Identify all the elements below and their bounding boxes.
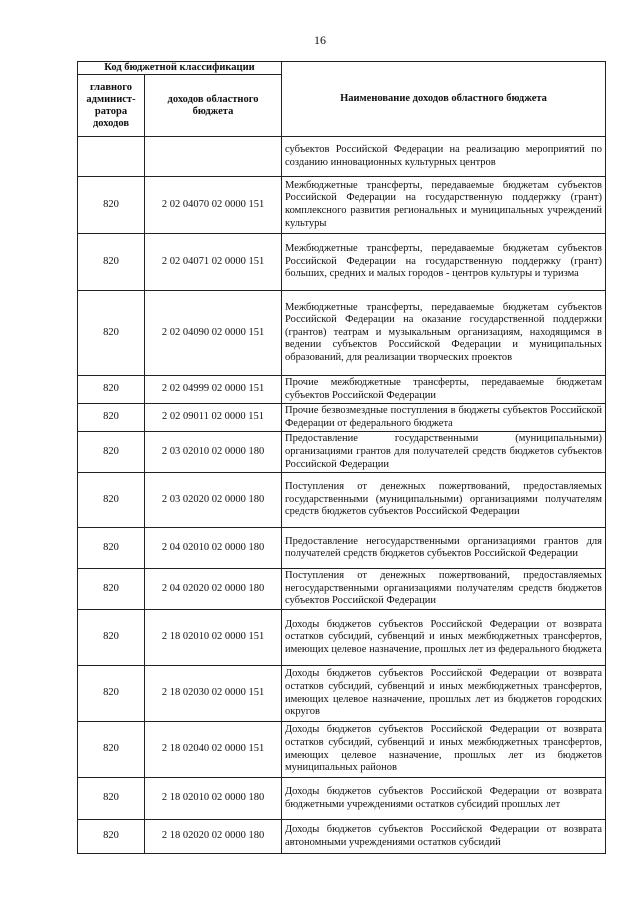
revenue-code-cell: 2 03 02020 02 0000 180	[145, 473, 282, 528]
revenue-code-cell: 2 04 02020 02 0000 180	[145, 569, 282, 610]
revenue-name-cell: Доходы бюджетов субъектов Российской Федерации от возврата остатков субсидий, субвенций и иных межбюджетных трансфертов, имеющих целевое назначение, прошлых лет из федерального бюджета	[282, 610, 606, 666]
admin-code-cell: 820	[78, 376, 145, 404]
admin-code-cell: 820	[78, 610, 145, 666]
table-body	[78, 137, 606, 854]
admin-code-cell: 820	[78, 569, 145, 610]
revenue-code-cell: 2 02 04070 02 0000 151	[145, 177, 282, 234]
revenue-code-cell: 2 02 04071 02 0000 151	[145, 234, 282, 291]
table-row	[78, 177, 606, 234]
admin-code-cell: 820	[78, 291, 145, 376]
table-row	[78, 376, 606, 404]
table-row	[78, 137, 606, 177]
revenue-code-cell: 2 02 04090 02 0000 151	[145, 291, 282, 376]
revenue-name-cell: Поступления от денежных пожертвований, предоставляемых государственными (муниципальными) организациями получателям средств бюджетов субъектов Российской Федерации	[282, 473, 606, 528]
header-chief-administrator: главного админист-ратора доходов	[78, 75, 145, 137]
admin-code-cell: 820	[78, 432, 145, 473]
revenue-name-cell: Прочие межбюджетные трансферты, передаваемые бюджетам субъектов Российской Федерации	[282, 376, 606, 404]
revenue-name-cell: Межбюджетные трансферты, передаваемые бюджетам субъектов Российской Федерации на государственную поддержку (грант) больших, средних и малых городов - центров культуры и туризма	[282, 234, 606, 291]
revenue-code-cell: 2 03 02010 02 0000 180	[145, 432, 282, 473]
admin-code-cell: 820	[78, 234, 145, 291]
table-header	[78, 62, 606, 137]
revenue-name-cell: Межбюджетные трансферты, передаваемые бюджетам субъектов Российской Федерации на государственную поддержку (грант) комплексного развития региональных и муниципальных учреждений культуры	[282, 177, 606, 234]
revenue-code-cell: 2 18 02010 02 0000 151	[145, 610, 282, 666]
admin-code-cell: 820	[78, 722, 145, 778]
table-row	[78, 778, 606, 820]
table-row	[78, 569, 606, 610]
table-row	[78, 291, 606, 376]
admin-code-cell: 820	[78, 404, 145, 432]
page-number: 16	[314, 33, 326, 47]
revenue-name-cell: Межбюджетные трансферты, передаваемые бюджетам субъектов Российской Федерации на оказание государственной поддержки (грантов) театрам и музыкальным организациям, находящимся в ведении субъектов Российской Федерации и муниципальных образований, для реализации творческих проектов	[282, 291, 606, 376]
table-row	[78, 473, 606, 528]
admin-code-cell: 820	[78, 177, 145, 234]
revenue-code-cell: 2 18 02030 02 0000 151	[145, 666, 282, 722]
revenue-name-cell: субъектов Российской Федерации на реализацию мероприятий по созданию инновационных культурных центров	[282, 137, 606, 177]
revenue-name-cell: Доходы бюджетов субъектов Российской Федерации от возврата автономными учреждениями остатков субсидий	[282, 820, 606, 854]
revenue-name-cell: Предоставление государственными (муниципальными) организациями грантов для получателей средств бюджетов субъектов Российской Федерации	[282, 432, 606, 473]
header-regional-revenue: доходов областного бюджета	[145, 75, 282, 137]
revenue-name-cell: Поступления от денежных пожертвований, предоставляемых негосударственными организациями получателям средств бюджетов субъектов Российской Федерации	[282, 569, 606, 610]
budget-classification-table	[77, 61, 606, 854]
header-classification-code: Код бюджетной классификации	[78, 62, 282, 75]
table-row	[78, 820, 606, 854]
revenue-code-cell: 2 18 02020 02 0000 180	[145, 820, 282, 854]
table-row	[78, 666, 606, 722]
revenue-name-cell: Доходы бюджетов субъектов Российской Федерации от возврата остатков субсидий, субвенций и иных межбюджетных трансфертов, имеющих целевое назначение, прошлых лет из бюджетов муниципальных районов	[282, 722, 606, 778]
table-row	[78, 404, 606, 432]
revenue-name-cell: Предоставление негосударственными организациями грантов для получателей средств бюджетов субъектов Российской Федерации	[282, 528, 606, 569]
table-row	[78, 528, 606, 569]
revenue-code-cell: 2 02 09011 02 0000 151	[145, 404, 282, 432]
admin-code-cell: 820	[78, 820, 145, 854]
table-row	[78, 432, 606, 473]
header-revenue-name: Наименование доходов областного бюджета	[282, 62, 606, 137]
admin-code-cell: 820	[78, 778, 145, 820]
admin-code-cell: 820	[78, 666, 145, 722]
revenue-name-cell: Доходы бюджетов субъектов Российской Федерации от возврата бюджетными учреждениями остатков субсидий прошлых лет	[282, 778, 606, 820]
revenue-code-cell	[145, 137, 282, 177]
revenue-name-cell: Доходы бюджетов субъектов Российской Федерации от возврата остатков субсидий, субвенций и иных межбюджетных трансфертов, имеющих целевое назначение, прошлых лет из бюджетов городских округов	[282, 666, 606, 722]
admin-code-cell	[78, 137, 145, 177]
revenue-code-cell: 2 04 02010 02 0000 180	[145, 528, 282, 569]
revenue-name-cell: Прочие безвозмездные поступления в бюджеты субъектов Российской Федерации от федерального бюджета	[282, 404, 606, 432]
revenue-code-cell: 2 18 02010 02 0000 180	[145, 778, 282, 820]
admin-code-cell: 820	[78, 528, 145, 569]
table-row	[78, 610, 606, 666]
table-row	[78, 722, 606, 778]
admin-code-cell: 820	[78, 473, 145, 528]
revenue-code-cell: 2 02 04999 02 0000 151	[145, 376, 282, 404]
table-row	[78, 234, 606, 291]
revenue-code-cell: 2 18 02040 02 0000 151	[145, 722, 282, 778]
